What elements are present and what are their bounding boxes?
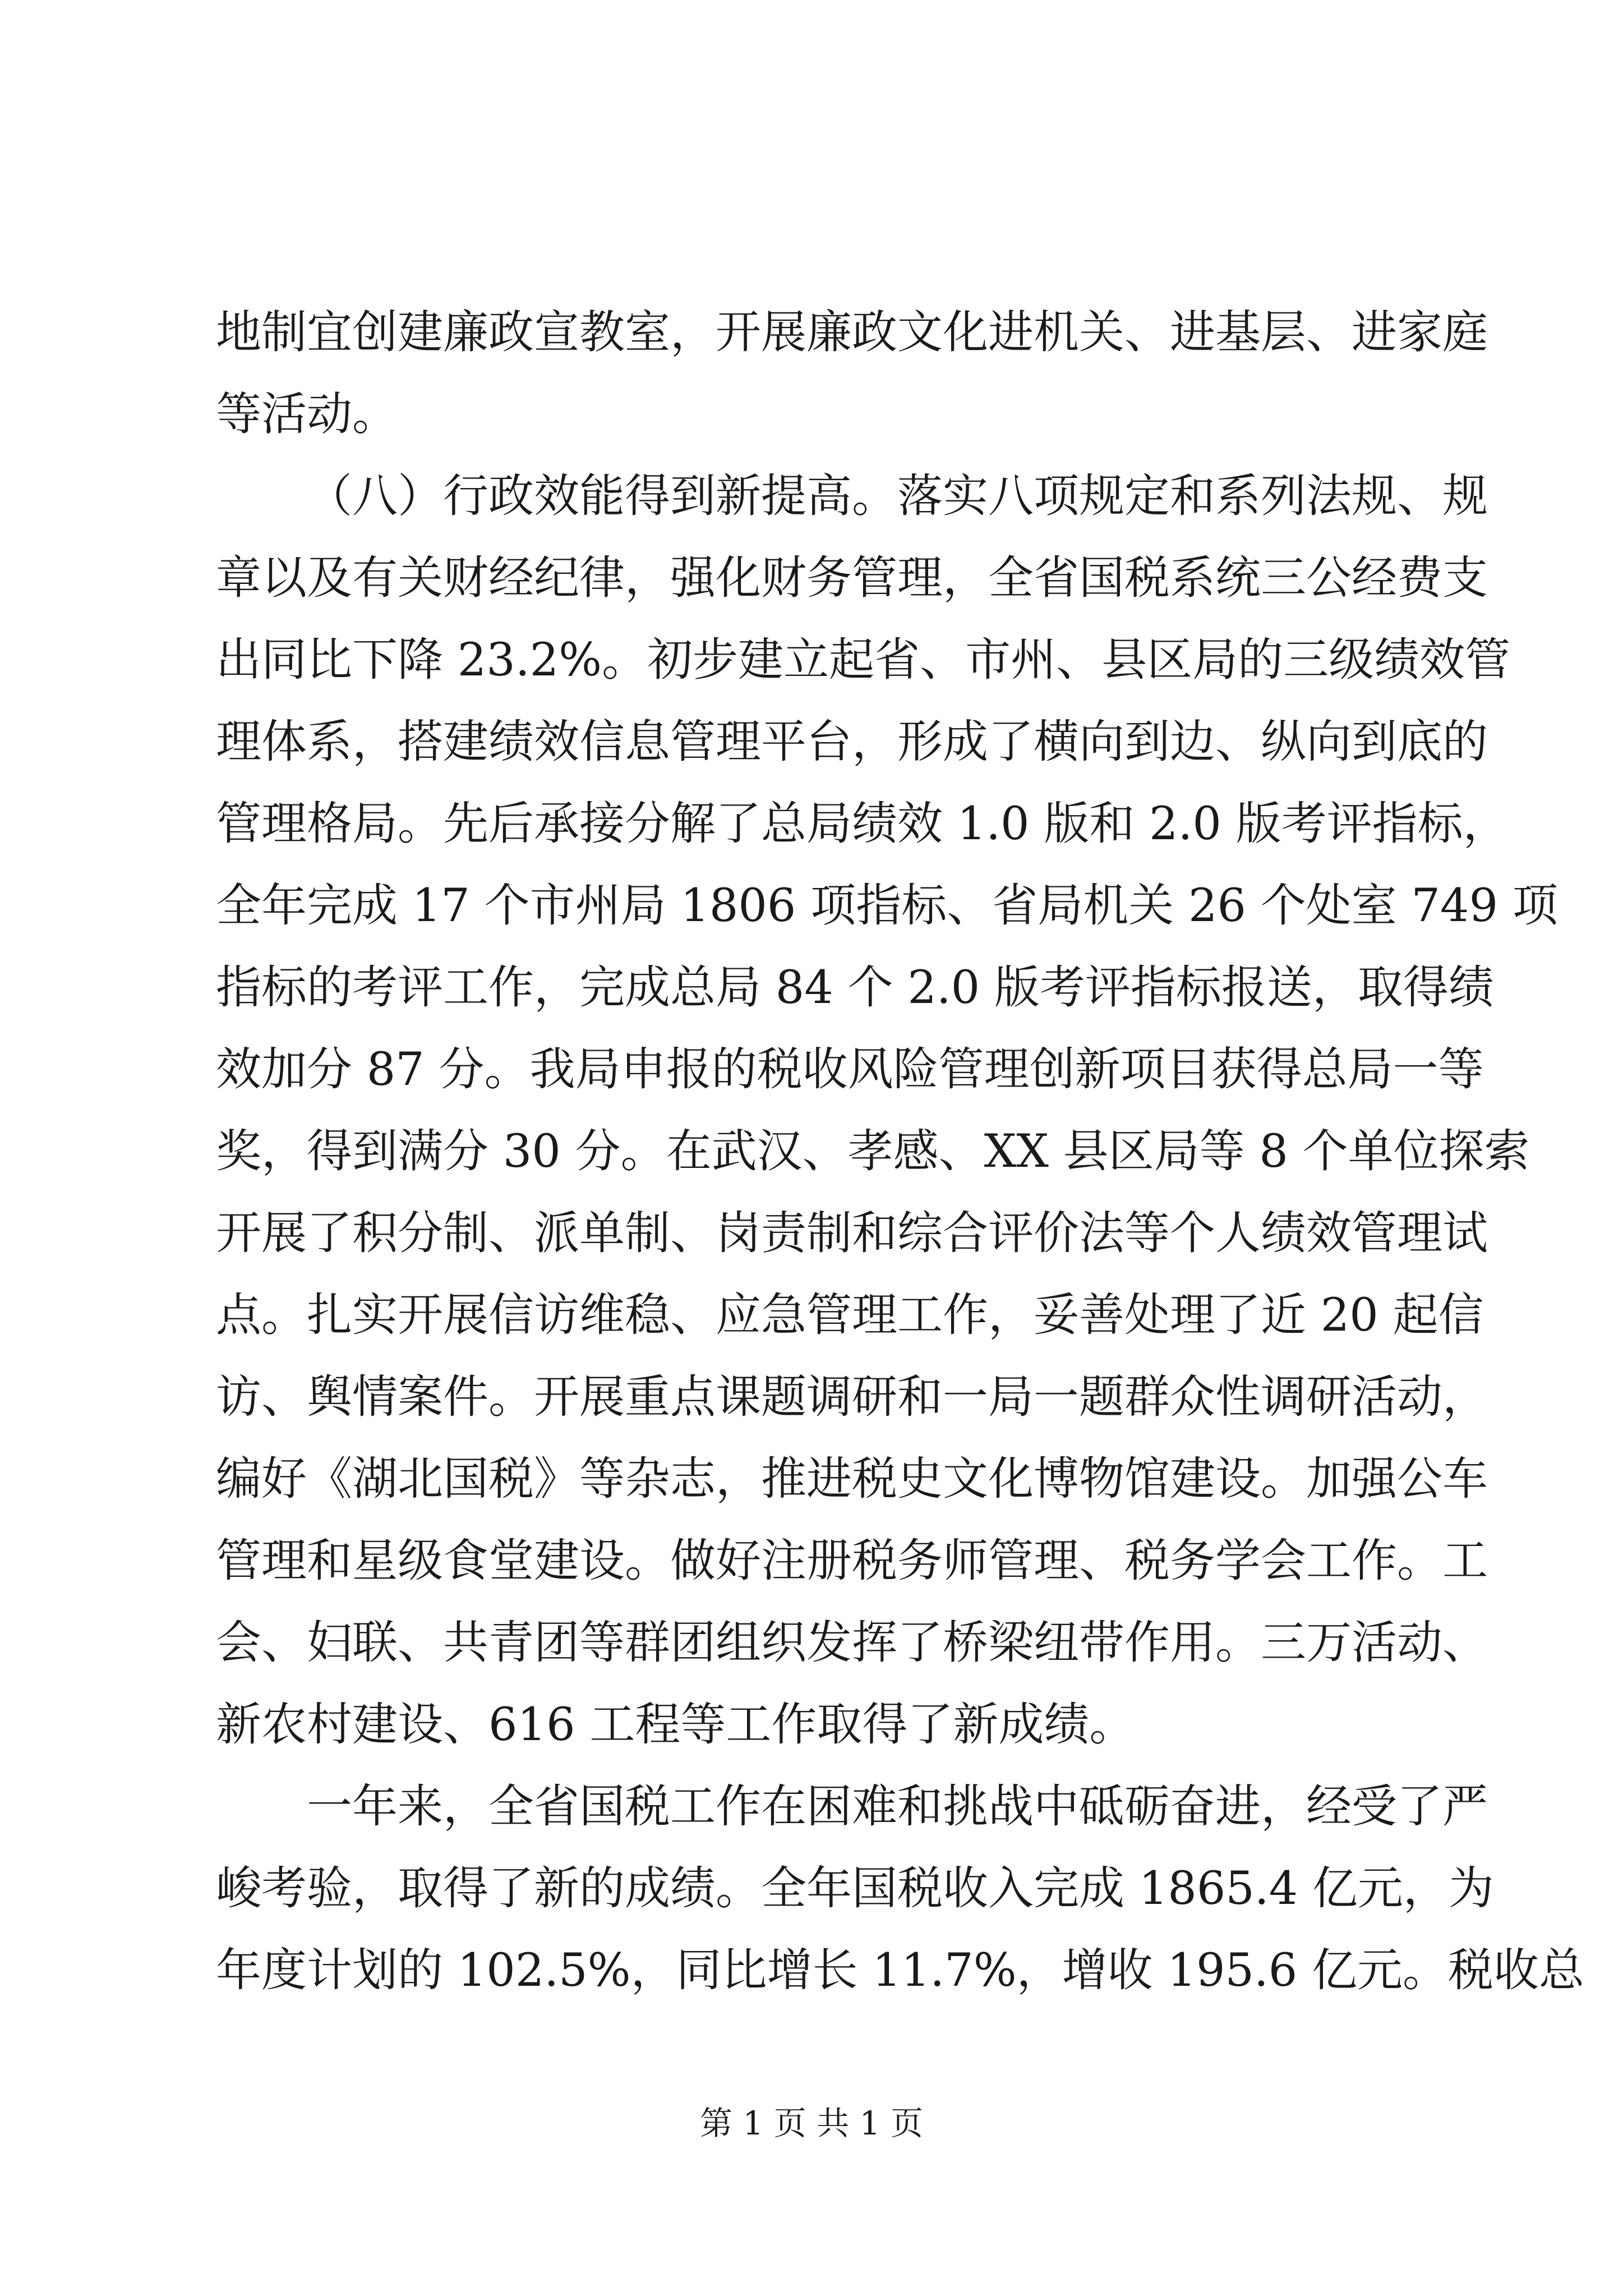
text-line: 等活动。 [216, 388, 398, 441]
text-line: 出同比下降 23.2%。初步建立起省、市州、县区局的三级绩效管 [216, 634, 1511, 687]
page-footer [0, 2101, 1623, 2146]
text-line: 年度计划的 102.5%，同比增长 11.7%，增收 195.6 亿元。税收总 [216, 1944, 1585, 1997]
text-line: 新农村建设、616 工程等工作取得了新成绩。 [216, 1699, 1135, 1751]
text-line: 全年完成 17 个市州局 1806 项指标、省局机关 26 个处室 749 项 [216, 880, 1558, 932]
text-line: 管理和星级食堂建设。做好注册税务师管理、税务学会工作。工 [216, 1535, 1488, 1588]
text-line: 指标的考评工作，完成总局 84 个 2.0 版考评指标报送，取得绩 [216, 961, 1494, 1014]
text-line: 管理格局。先后承接分解了总局绩效 1.0 版和 2.0 版考评指标， [216, 798, 1509, 850]
text-line: 访、舆情案件。开展重点课题调研和一局一题群众性调研活动， [216, 1371, 1488, 1424]
page-number-label: 第 1 页 共 1 页 [700, 2104, 923, 2142]
text-line: 效加分 87 分。我局申报的税收风险管理创新项目获得总局一等 [216, 1043, 1484, 1096]
text-line: 章以及有关财经纪律，强化财务管理，全省国税系统三公经费支 [216, 552, 1488, 605]
text-line: （八）行政效能得到新提高。落实八项规定和系列法规、规 [307, 470, 1488, 523]
text-line: 编好《湖北国税》等杂志，推进税史文化博物馆建设。加强公车 [216, 1453, 1488, 1506]
text-line: 一年来，全省国税工作在困难和挑战中砥砺奋进，经受了严 [307, 1780, 1488, 1833]
text-line: 峻考验，取得了新的成绩。全年国税收入完成 1865.4 亿元，为 [216, 1862, 1494, 1915]
text-line: 点。扎实开展信访维稳、应急管理工作，妥善处理了近 20 起信 [216, 1289, 1484, 1342]
text-line: 理体系，搭建绩效信息管理平台，形成了横向到边、纵向到底的 [216, 716, 1488, 769]
document-body [216, 292, 1585, 2012]
text-line: 会、妇联、共青团等群团组织发挥了桥梁纽带作用。三万活动、 [216, 1617, 1488, 1669]
text-line: 开展了积分制、派单制、岗责制和综合评价法等个人绩效管理试 [216, 1207, 1488, 1260]
text-line: 地制宜创建廉政宣教室，开展廉政文化进机关、进基层、进家庭 [216, 306, 1488, 359]
text-line: 奖，得到满分 30 分。在武汉、孝感、XX 县区局等 8 个单位探索 [216, 1125, 1530, 1178]
